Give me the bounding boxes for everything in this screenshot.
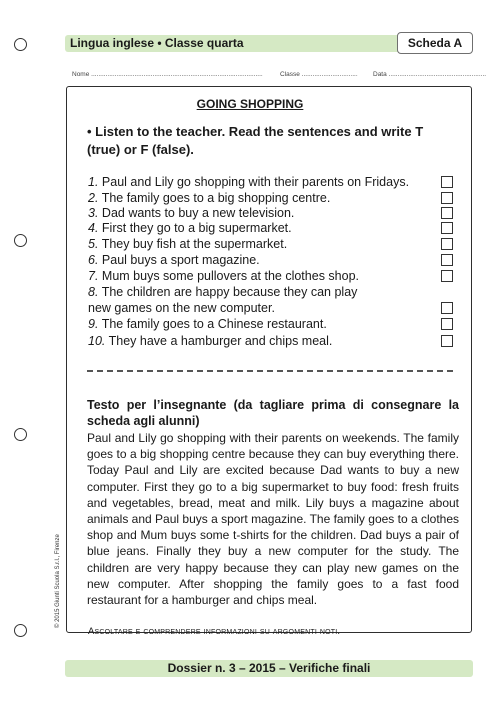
- binder-hole-top: [14, 38, 27, 51]
- sentence-number: 10.: [88, 334, 106, 348]
- answer-checkbox-10[interactable]: [441, 335, 453, 347]
- answer-checkbox-1[interactable]: [441, 176, 453, 188]
- cut-line: [87, 370, 453, 372]
- sentence-text: Dad wants to buy a new television.: [101, 206, 295, 220]
- answer-checkbox-2[interactable]: [441, 192, 453, 204]
- sentence-number: 6.: [88, 253, 99, 267]
- sentence-number: 9.: [88, 317, 99, 331]
- sentence-number: 1.: [88, 175, 99, 189]
- sentence-text: The family goes to a Chinese restaurant.: [101, 317, 327, 331]
- sentence-text: Mum buys some pullovers at the clothes shop.: [101, 269, 359, 283]
- copyright-note: © 2015 Giunti Scuola S.r.l., Firenze: [55, 534, 61, 628]
- answer-checkbox-5[interactable]: [441, 238, 453, 250]
- binder-hole-lower: [14, 428, 27, 441]
- name-field: Nome ...............................................................................................: [72, 71, 263, 78]
- sentence-7: [88, 269, 359, 284]
- sentence-5: [88, 237, 287, 252]
- sheet-label: Scheda A: [397, 32, 473, 54]
- sentence-10: [88, 334, 332, 349]
- sentence-4: [88, 221, 292, 236]
- binder-hole-upper: [14, 234, 27, 247]
- sentence-text: new games on the new computer.: [88, 301, 275, 315]
- binder-hole-bottom: [14, 624, 27, 637]
- sentence-6: [88, 253, 260, 268]
- sentence-text: Paul and Lily go shopping with their parents on Fridays.: [101, 175, 410, 189]
- sentence-number: 5.: [88, 237, 99, 251]
- worksheet-title: GOING SHOPPING: [196, 97, 304, 111]
- sentence-number: 4.: [88, 221, 99, 235]
- sentence-3: [88, 206, 294, 221]
- sentence-text: They have a hamburger and chips meal.: [108, 334, 333, 348]
- sentence-8-continued: [88, 301, 275, 316]
- answer-checkbox-8[interactable]: [441, 302, 453, 314]
- answer-checkbox-4[interactable]: [441, 222, 453, 234]
- sentence-number: 2.: [88, 191, 99, 205]
- teacher-heading: Testo per l’insegnante (da tagliare prima di consegnare la scheda agli alunni): [87, 398, 459, 428]
- sentence-2: [88, 191, 330, 206]
- teacher-text: Paul and Lily go shopping with their parents on weekends. The family goes to a big shopping centre because they can buy everything there. Today Paul and Lily are excited because Dad wants to buy a new computer. First they go to a big supermarket to buy food: fresh fruits and vegetables, bread, meat and milk. Lily buys a magazine about animals and Paul buys a sport magazine. The family goes to a clothes shop and Mum buys some t-shirts for the children. Dad buys a pair of blue jeans. Finally they buy a new computer for the study. The children are very happy because they can play new games on the new computer. After shopping the family goes to a fast food restaurant for a hamburger and chips meal.: [87, 431, 459, 608]
- answer-checkbox-3[interactable]: [441, 207, 453, 219]
- sentence-text: They buy fish at the supermarket.: [101, 237, 288, 251]
- footer-title: Dossier n. 3 – 2015 – Verifiche finali: [167, 661, 371, 675]
- sentence-text: The children are happy because they can play: [101, 285, 358, 299]
- answer-checkbox-7[interactable]: [441, 270, 453, 282]
- sentence-8: [88, 285, 357, 300]
- sentence-9: [88, 317, 327, 332]
- instruction-text: • Listen to the teacher. Read the sentences and write T (true) or F (false).: [87, 124, 424, 157]
- date-field: Data ......................................................: [373, 71, 487, 78]
- sentence-text: The family goes to a big shopping centre.: [101, 191, 331, 205]
- skill-objective: Ascoltare e comprendere informazioni su argomenti noti.: [88, 626, 341, 637]
- sentence-text: Paul buys a sport magazine.: [101, 253, 260, 267]
- sentence-number: 8.: [88, 285, 99, 299]
- sentence-text: First they go to a big supermarket.: [101, 221, 292, 235]
- header-title: Lingua inglese • Classe quarta: [70, 36, 244, 50]
- sentence-1: [88, 175, 409, 190]
- class-field: Classe ...............................: [280, 71, 358, 78]
- sentence-number: 7.: [88, 269, 99, 283]
- answer-checkbox-6[interactable]: [441, 254, 453, 266]
- answer-checkbox-9[interactable]: [441, 318, 453, 330]
- sentence-number: 3.: [88, 206, 99, 220]
